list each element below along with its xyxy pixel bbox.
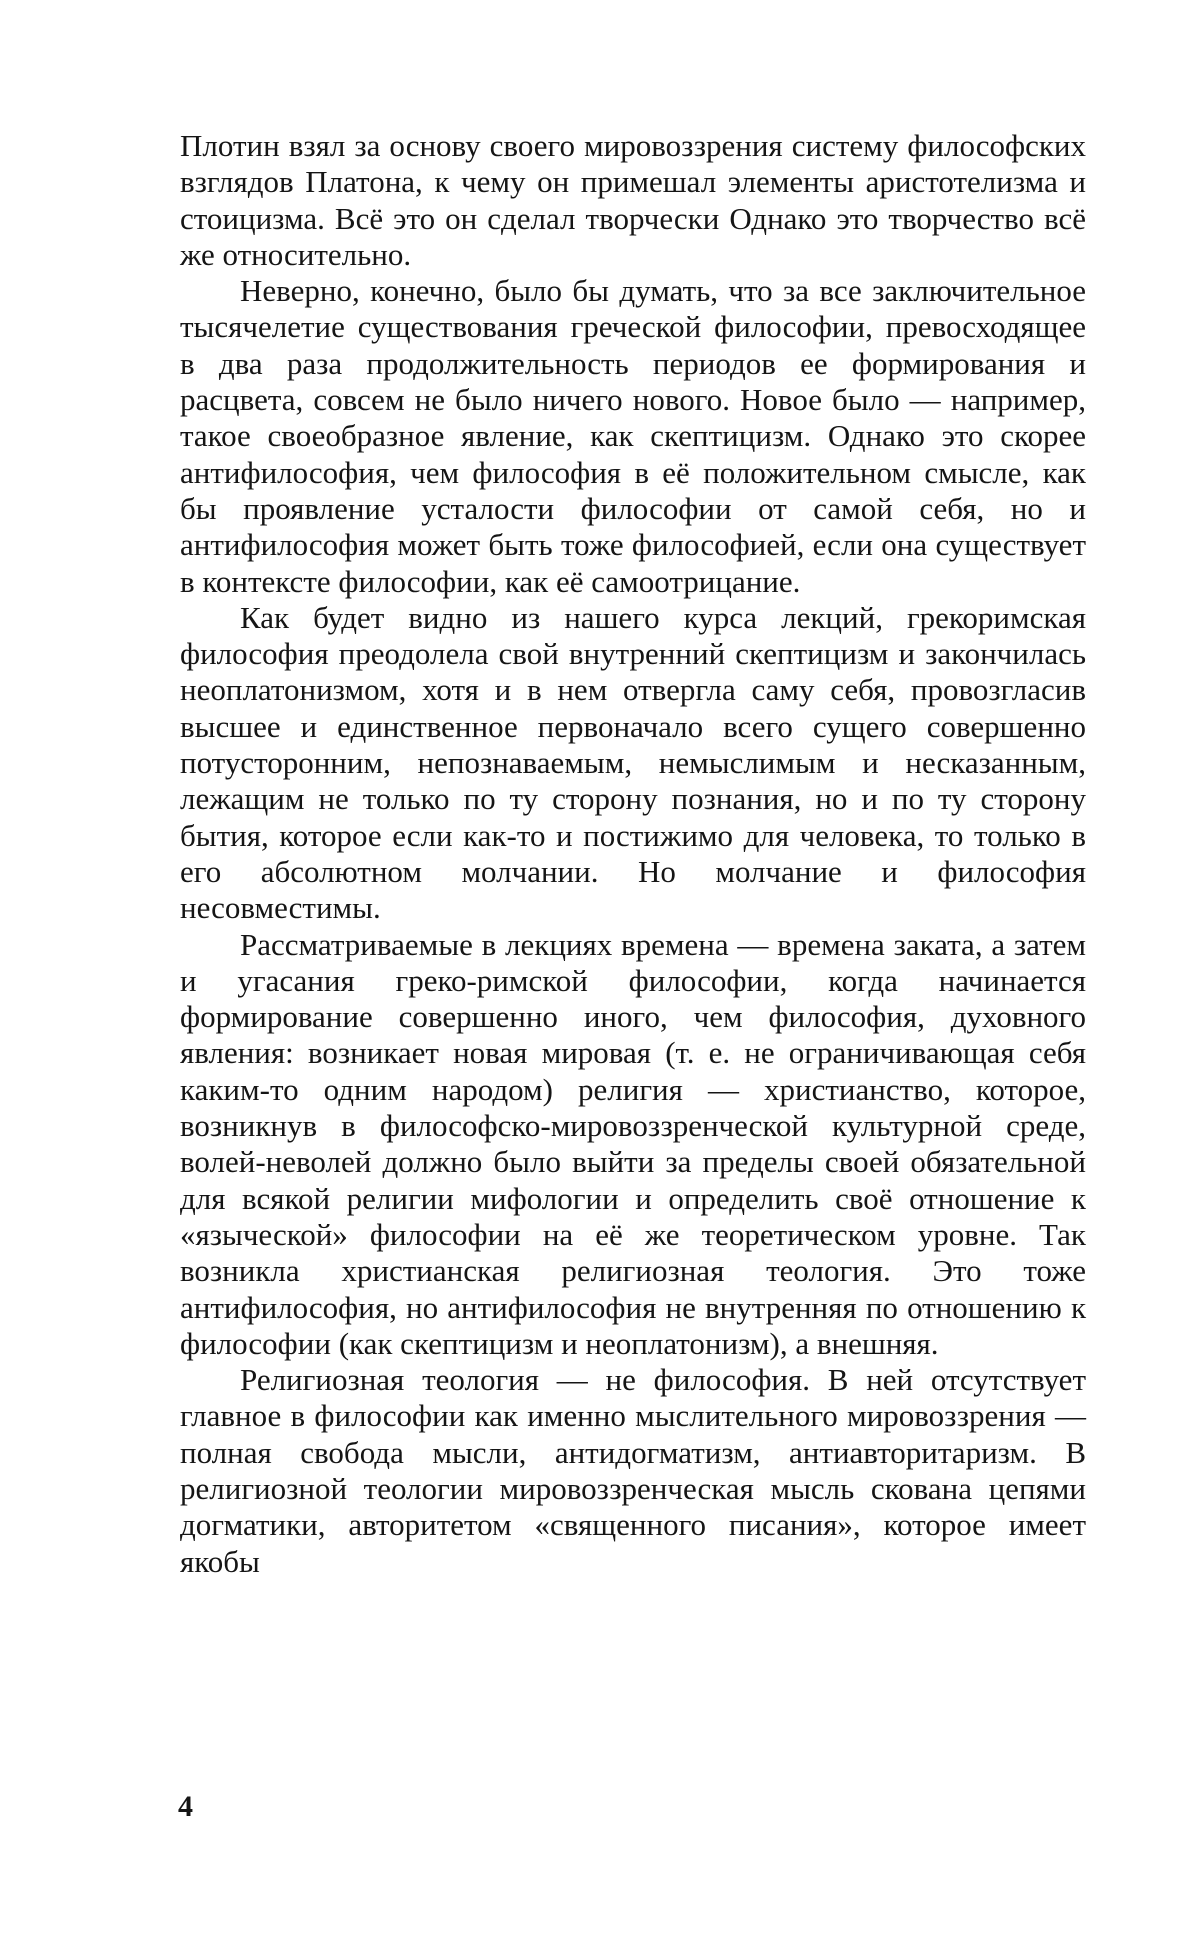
- paragraph-3: Как будет видно из нашего курса лекций, грекоримская философия преодолела свой внутренний скептицизм и закончилась неоплатонизмом, хотя и в нем отвергла саму себя, провозгласив высшее и единственное первоначало всего сущего совершенно потусторонним, непознаваемым, немыслимым и несказанным, лежащим не только по ту сторону познания, но и по ту сторону бытия, которое если как-то и постижимо для человека, то только в его абсолютном молчании. Но молчание и философия несовместимы.: [180, 599, 1086, 926]
- body-text: [180, 128, 1086, 1580]
- paragraph-2: Неверно, конечно, было бы думать, что за все заключительное тысячелетие существования греческой философии, превосходящее в два раза продолжительность периодов ее формирования и расцвета, совсем не было ничего нового. Новое было — например, такое своеобразное явление, как скептицизм. Однако это скорее антифилософия, чем философия в её положительном смысле, как бы проявление усталости философии от самой себя, но и антифилософия может быть тоже философией, если она существует в контексте философии, как её самоотрицание.: [180, 273, 1086, 599]
- paragraph-5: Религиозная теология — не философия. В ней отсутствует главное в философии как именно мыслительного мировоззрения — полная свобода мысли, антидогматизм, антиавторитаризм. В религиозной теологии мировоззренческая мысль скована цепями догматики, авторитетом «священного писания», которое имеет якобы: [180, 1362, 1086, 1579]
- paragraph-1: Плотин взял за основу своего мировоззрения систему философских взглядов Платона, к чему он примешал элементы аристотелизма и стоицизма. Всё это он сделал творчески Однако это творчество всё же относительно.: [180, 128, 1086, 272]
- paragraph-4: Рассматриваемые в лекциях времена — времена заката, а затем и угасания греко-римской философии, когда начинается формирование совершенно иного, чем философия, духовного явления: возникает новая мировая (т. е. не ограничивающая себя каким-то одним народом) религия — христианство, которое, возникнув в философско-мировоззренческой культурной среде, волей-неволей должно было выйти за пределы своей обязательной для всякой религии мифологии и определить своё отношение к «языческой» философии на её же теоретическом уровне. Так возникла христианская религиозная теология. Это тоже антифилософия, но антифилософия не внутренняя по отношению к философии (как скептицизм и неоплатонизм), а внешняя.: [180, 926, 1086, 1361]
- page-number: 4: [178, 1790, 193, 1823]
